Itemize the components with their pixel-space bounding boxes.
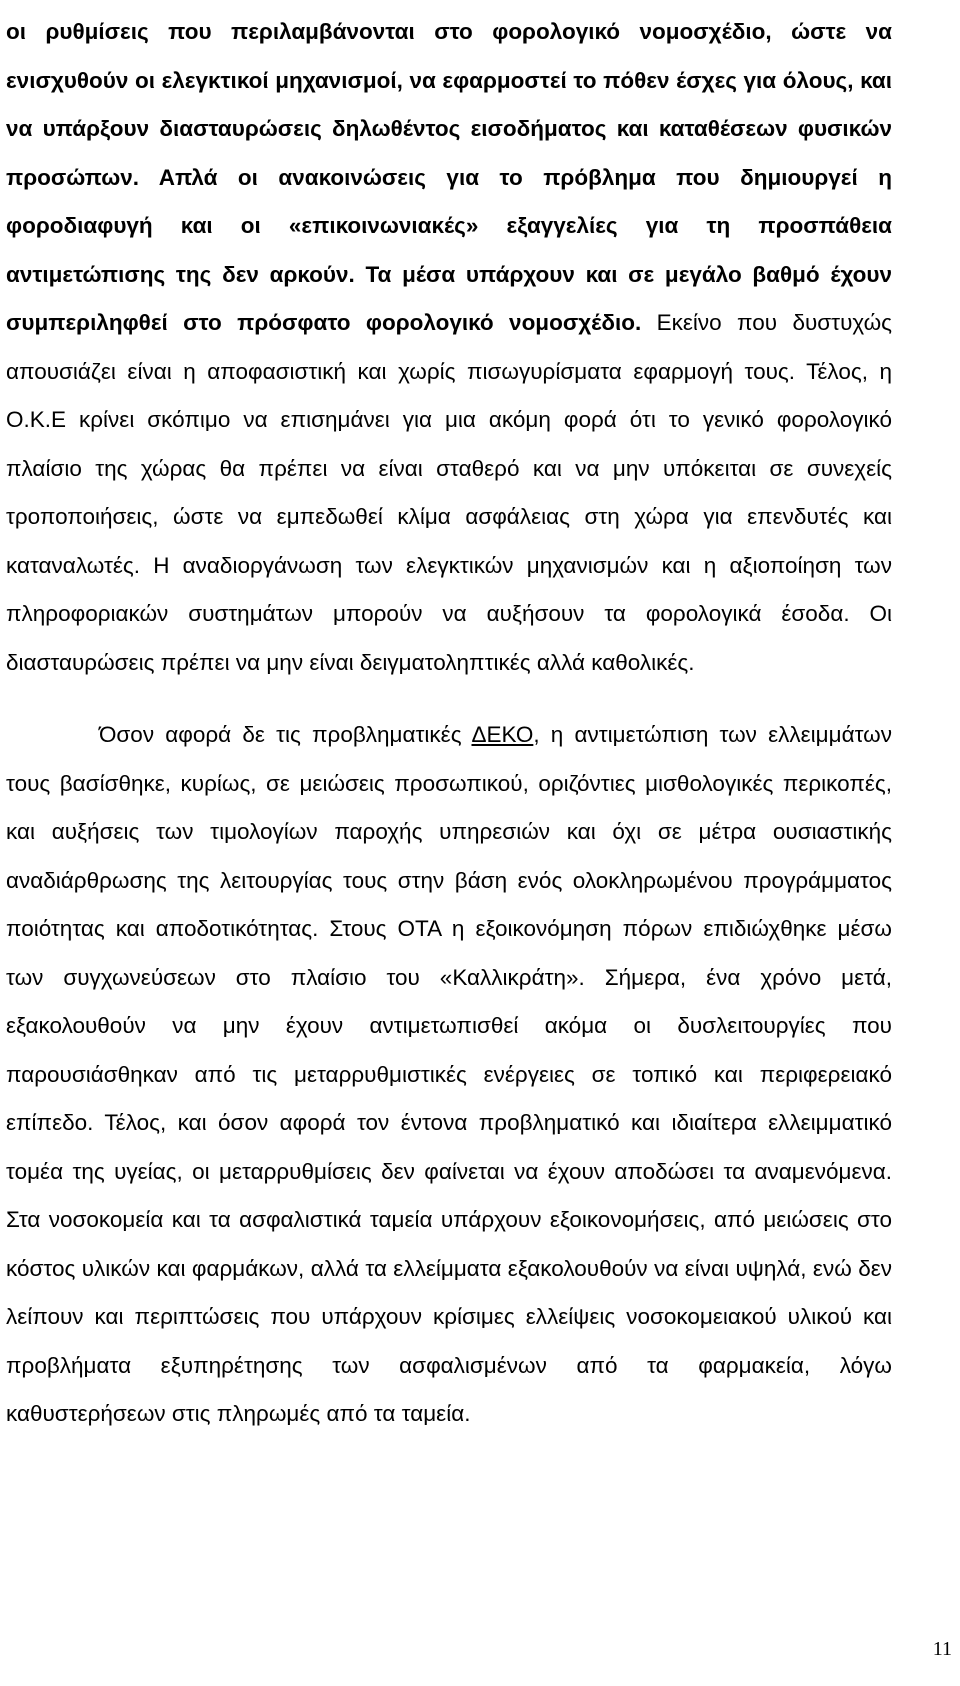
paragraph-deko	[6, 711, 892, 1439]
paragraph-body-text: , η αντιμετώπιση των ελλειμμάτων τους βασίσθηκε, κυρίως, σε μειώσεις προσωπικού, οριζόντιες μισθολογικές περικοπές, και αυξήσεις των τιμολογίων παροχής υπηρεσιών και όχι σε μέτρα ουσιαστικής αναδιάρθρωσης της λειτουργίας τους στην βάση ενός ολοκληρωμένου προγράμματος ποιότητας και αποδοτικότητας. Στους ΟΤΑ η εξοικονόμηση πόρων επιδιώχθηκε μέσω των συγχωνεύσεων στο πλαίσιο του «Καλλικράτη». Σήμερα, ένα χρόνο μετά, εξακολουθούν να μην έχουν αντιμετωπισθεί ακόμα οι δυσλειτουργίες που παρουσιάσθηκαν από τις μεταρρυθμιστικές ενέργειες σε τοπικό και περιφερειακό επίπεδο. Τέλος, και όσον αφορά τον έντονα προβληματικό και ιδιαίτερα ελλειμματικό τομέα της υγείας, οι μεταρρυθμίσεις δεν φαίνεται να έχουν αποδώσει τα αναμενόμενα. Στα νοσοκομεία και τα ασφαλιστικά ταμεία υπάρχουν εξοικονομήσεις, από μειώσεις στο κόστος υλικών και φαρμάκων, αλλά τα ελλείμματα εξακολουθούν να είναι υψηλά, ενώ δεν λείπουν και περιπτώσεις που υπάρχουν κρίσιμες ελλείψεις νοσοκομειακού υλικού και προβλήματα εξυπηρέτησης των ασφαλισμένων από τα φαρμακεία, λόγω καθυστερήσεων στις πληρωμές από τα ταμεία.	[6, 722, 892, 1426]
page-number: 11	[932, 1638, 952, 1660]
document-page	[6, 0, 892, 1439]
paragraph-bold-text: οι ρυθμίσεις που περιλαμβάνονται στο φορολογικό νομοσχέδιο, ώστε να ενισχυθούν οι ελεγκτικοί μηχανισμοί, να εφαρμοστεί το πόθεν έσχες για όλους, και να υπάρξουν διασταυρώσεις δηλωθέντος εισοδήματος και καταθέσεων φυσικών προσώπων. Απλά οι ανακοινώσεις για το πρόβλημα που δημιουργεί η φοροδιαφυγή και οι «επικοινωνιακές» εξαγγελίες για τη προσπάθεια αντιμετώπισης της δεν αρκούν. Τα μέσα υπάρχουν και σε μεγάλο βαθμό έχουν συμπεριληφθεί στο πρόσφατο φορολογικό νομοσχέδιο.	[6, 19, 892, 335]
paragraph-intro-text: Όσον αφορά δε τις προβληματικές	[99, 722, 472, 747]
deko-underlined-term: ΔΕΚΟ	[471, 722, 534, 747]
paragraph-regular-text: Εκείνο που δυστυχώς απουσιάζει είναι η αποφασιστική και χωρίς πισωγυρίσματα εφαρμογή τους. Τέλος, η Ο.Κ.Ε κρίνει σκόπιμο να επισημάνει για μια ακόμη φορά ότι το γενικό φορολογικό πλαίσιο της χώρας θα πρέπει να είναι σταθερό και να μην υπόκειται σε συνεχείς τροποποιήσεις, ώστε να εμπεδωθεί κλίμα ασφάλειας στη χώρα για επενδυτές και καταναλωτές. Η αναδιοργάνωση των ελεγκτικών μηχανισμών και η αξιοποίηση των πληροφοριακών συστημάτων μπορούν να αυξήσουν τα φορολογικά έσοδα. Οι διασταυρώσεις πρέπει να μην είναι δειγματοληπτικές αλλά καθολικές.	[6, 310, 892, 675]
paragraph-tax-reform	[6, 8, 892, 687]
